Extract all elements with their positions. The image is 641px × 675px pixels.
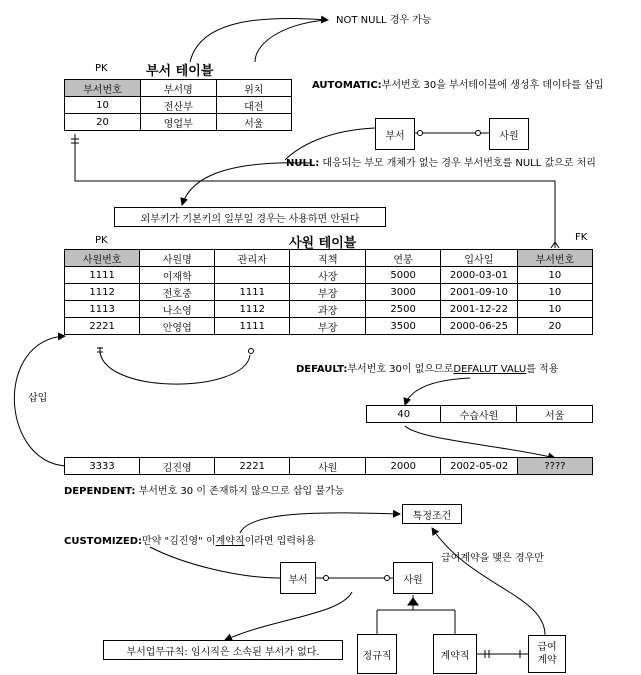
customized-underline-text: 계약직 <box>215 536 245 547</box>
table-row <box>65 284 593 301</box>
fk-label: FK <box>575 232 588 243</box>
table-cell: 5000 <box>366 267 441 284</box>
emp-col-header: 부서번호 <box>517 250 592 267</box>
dept-col-header: 위치 <box>216 80 291 97</box>
table-cell: 3500 <box>366 318 441 335</box>
salary-contract-note: 급여계약을 맺은 경우만 <box>441 553 544 564</box>
not-null-label: NOT NULL 경우 가능 <box>336 15 432 26</box>
table-cell: 안영엽 <box>140 318 215 335</box>
default-text: 부서번호 30이 없으므로 <box>347 364 454 375</box>
table-cell: 2001-12-22 <box>441 301 518 318</box>
emp-col-header: 사원번호 <box>65 250 140 267</box>
table-cell: 2500 <box>366 301 441 318</box>
table-cell: 1111 <box>65 267 140 284</box>
table-cell: 2001-09-10 <box>441 284 518 301</box>
customized-text-1: 만약 "김진영" 이 <box>142 536 216 547</box>
customized-curve <box>150 547 280 578</box>
salary-box <box>528 635 566 673</box>
emp-col-header: 사원명 <box>140 250 215 267</box>
table-cell: 과장 <box>290 301 366 318</box>
customized-text-2: 이라면 입력허용 <box>244 536 316 547</box>
null-note <box>286 158 596 170</box>
table-row <box>65 458 593 475</box>
table-cell: 영업부 <box>140 114 216 131</box>
table-row <box>65 97 292 114</box>
contract-box <box>433 634 477 674</box>
condition-label: 특정조건 <box>412 510 452 522</box>
table-cell: 부장 <box>290 318 366 335</box>
table-cell: 서울 <box>517 406 593 423</box>
table-cell: 3000 <box>366 284 441 301</box>
table-cell: ???? <box>517 458 592 475</box>
emp-table-title: 사원 테이블 <box>289 236 357 251</box>
table-cell: 사장 <box>290 267 366 284</box>
dept-table-title: 부서 테이블 <box>146 64 214 79</box>
automatic-curve <box>285 128 375 160</box>
dept-rule-arrow <box>225 592 352 640</box>
table-cell: 1113 <box>65 301 140 318</box>
contract-label: 계약직 <box>440 650 470 662</box>
fk-relation-line <box>75 134 555 248</box>
table-cell: 나소영 <box>140 301 215 318</box>
emp-col-header: 관리자 <box>215 250 290 267</box>
table-cell: 서울 <box>216 114 291 131</box>
automatic-note <box>312 80 604 92</box>
default-note <box>296 364 558 376</box>
default-arrow <box>405 378 470 405</box>
table-cell: 전호중 <box>140 284 215 301</box>
fk-warning-text: 외부키가 기본키의 일부일 경우는 사용하면 안된다 <box>140 213 360 225</box>
table-cell: 2002-05-02 <box>441 458 518 475</box>
default-key: DEFAULT: <box>296 364 348 375</box>
not-null-curve-1 <box>190 18 328 62</box>
er1-dept-box <box>375 118 415 150</box>
table-cell: 1112 <box>65 284 140 301</box>
default-row-table <box>366 405 593 423</box>
table-cell: 10 <box>517 267 592 284</box>
salary-label: 급여 계약 <box>537 642 557 666</box>
er2-dept-box <box>280 562 316 594</box>
emp-table <box>64 249 593 335</box>
regular-label: 정규직 <box>362 650 392 662</box>
table-row <box>65 114 292 131</box>
table-cell: 40 <box>367 406 441 423</box>
dept-col-header: 부서명 <box>140 80 216 97</box>
table-cell: 이재학 <box>140 267 215 284</box>
dependent-key: DEPENDENT: <box>64 486 136 497</box>
dept-col-header: 부서번호 <box>65 80 141 97</box>
emp-col-header: 직책 <box>290 250 366 267</box>
table-cell: 1111 <box>215 318 290 335</box>
table-cell: 사원 <box>290 458 366 475</box>
table-cell: 수습사원 <box>441 406 517 423</box>
dept-table <box>64 79 292 131</box>
fk-warning-box <box>114 207 386 227</box>
emp-col-header: 입사일 <box>441 250 518 267</box>
table-row <box>65 318 593 335</box>
table-row <box>65 267 593 284</box>
emp-col-header: 연봉 <box>366 250 441 267</box>
table-cell: 2221 <box>65 318 140 335</box>
customized-key: CUSTOMIZED: <box>64 536 143 547</box>
null-key: NULL: <box>286 158 320 169</box>
default-tail-text: 를 적용 <box>526 364 559 375</box>
table-cell: 김진영 <box>140 458 215 475</box>
dependent-note <box>64 486 344 498</box>
pk-label-dept: PK <box>95 63 108 74</box>
table-cell: 부장 <box>290 284 366 301</box>
automatic-key: AUTOMATIC: <box>312 80 382 91</box>
subtype-triangle <box>408 598 418 605</box>
table-cell: 2000-03-01 <box>441 267 518 284</box>
er1-dept-label: 부서 <box>385 130 405 142</box>
er2-dept-label: 부서 <box>288 574 308 586</box>
table-cell: 3333 <box>65 458 140 475</box>
customized-note <box>64 536 315 548</box>
er2-emp-box <box>393 562 433 594</box>
automatic-text: 부서번호 30을 부서테이블에 생성후 데이타를 삽입 <box>381 80 604 91</box>
er1-emp-label: 사원 <box>499 130 519 142</box>
self-ref-loop <box>100 347 250 384</box>
table-row <box>367 406 593 423</box>
not-null-curve-2 <box>255 20 328 62</box>
table-cell: 대전 <box>216 97 291 114</box>
table-row <box>65 301 593 318</box>
condition-box <box>402 504 462 524</box>
pk-label-emp: PK <box>95 235 108 246</box>
table-cell: 20 <box>65 114 141 131</box>
regular-box <box>357 634 397 674</box>
table-cell: 2000 <box>366 458 441 475</box>
null-text: 대응되는 부모 개체가 없는 경우 부서번호를 NULL 값으로 처리 <box>319 158 596 169</box>
table-cell: 1111 <box>215 284 290 301</box>
table-cell <box>215 267 290 284</box>
table-cell: 1112 <box>215 301 290 318</box>
table-cell: 2221 <box>215 458 290 475</box>
fk-crowfoot <box>551 242 559 248</box>
default-to-insert-arrow <box>405 426 555 458</box>
subtype-lines <box>377 595 455 634</box>
er1-emp-box <box>489 118 529 150</box>
dept-header-row <box>65 80 292 97</box>
table-cell: 전산부 <box>140 97 216 114</box>
dept-rule-text: 부서업무규칙: 임시직은 소속된 부서가 없다. <box>126 646 320 658</box>
table-cell: 10 <box>517 284 592 301</box>
insert-label: 삽입 <box>28 393 48 404</box>
emp-header-row <box>65 250 593 267</box>
dept-rule-box <box>103 640 343 660</box>
table-cell: 20 <box>517 318 592 335</box>
dependent-text: 부서번호 30 이 존재하지 않으므로 삽입 불가능 <box>135 486 345 497</box>
default-value-text: DEFALUT VALU <box>453 364 527 375</box>
er2-emp-label: 사원 <box>403 574 423 586</box>
table-cell: 2000-06-25 <box>441 318 518 335</box>
table-cell: 10 <box>517 301 592 318</box>
customized-arrow <box>240 513 400 533</box>
salary-condition-arrow <box>432 528 545 635</box>
table-cell: 10 <box>65 97 141 114</box>
insert-row-table <box>64 457 593 475</box>
